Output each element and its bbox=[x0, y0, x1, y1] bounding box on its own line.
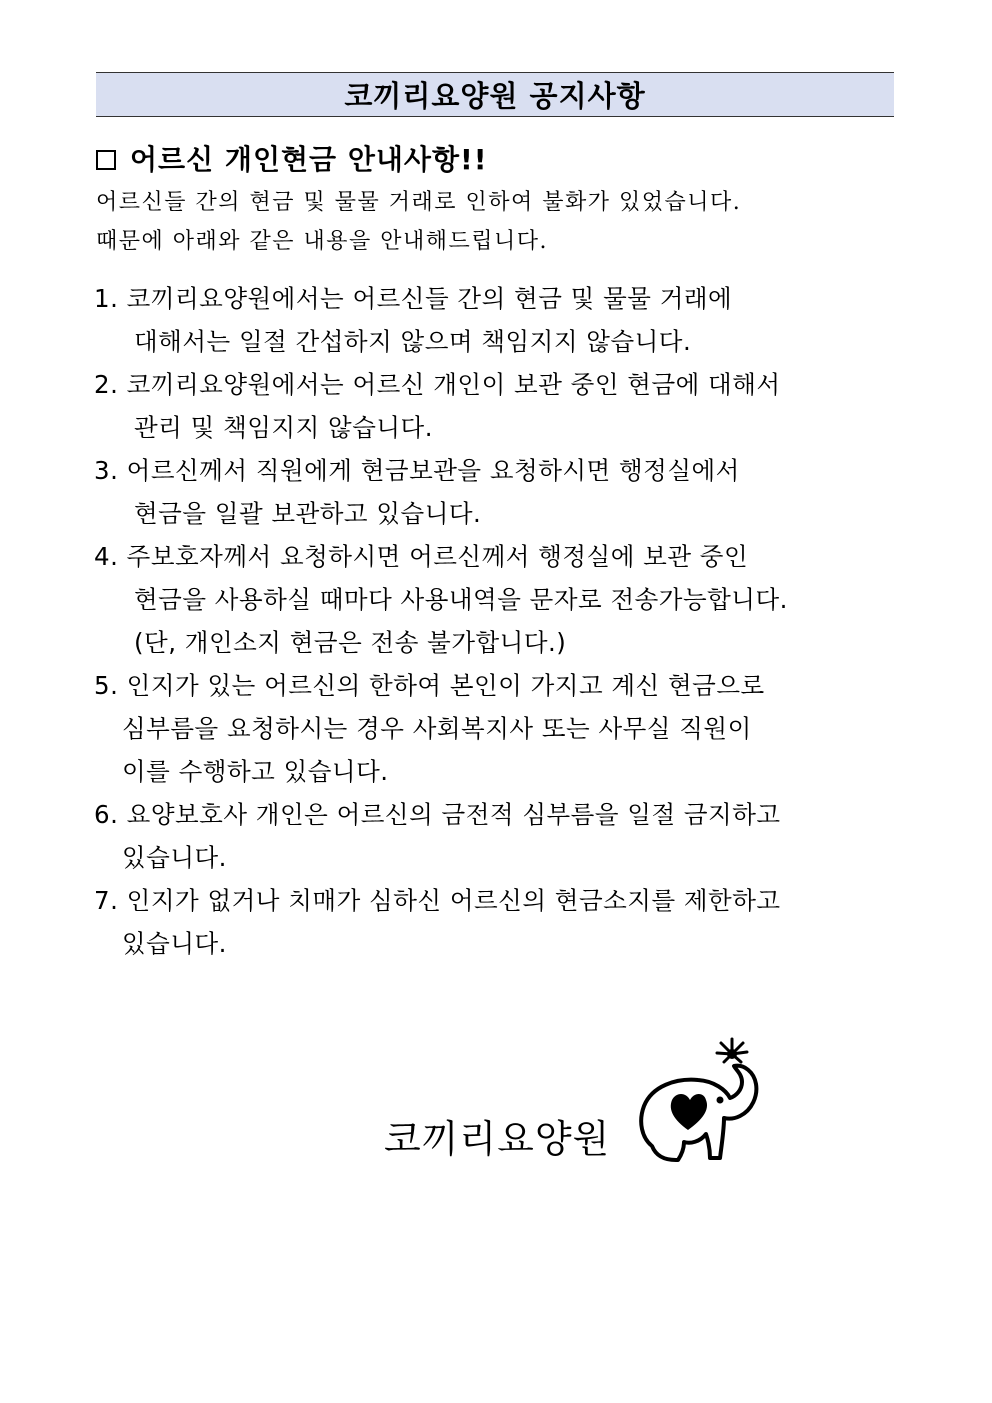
notice-line: 관리 및 책임지지 않습니다. bbox=[134, 413, 433, 442]
notice-item-4 bbox=[94, 535, 788, 664]
elephant-logo-icon bbox=[630, 1034, 770, 1166]
notice-line: 2. 코끼리요양원에서는 어르신 개인이 보관 중인 현금에 대해서 bbox=[94, 370, 781, 399]
notice-line: 5. 인지가 있는 어르신의 한하여 본인이 가지고 계신 현금으로 bbox=[94, 671, 765, 700]
notice-line: 현금을 사용하실 때마다 사용내역을 문자로 전송가능합니다. bbox=[134, 585, 788, 614]
title-bar bbox=[96, 72, 894, 117]
notice-line: 대해서는 일절 간섭하지 않으며 책임지지 않습니다. bbox=[134, 327, 692, 356]
notice-line: 7. 인지가 없거나 치매가 심하신 어르신의 현금소지를 제한하고 bbox=[94, 886, 781, 915]
intro-line: 때문에 아래와 같은 내용을 안내해드립니다. bbox=[96, 229, 549, 254]
checkbox-square-icon bbox=[96, 150, 116, 170]
notice-item-2 bbox=[94, 363, 788, 449]
notice-line: 있습니다. bbox=[122, 843, 227, 872]
notice-item-3 bbox=[94, 449, 788, 535]
notice-item-1 bbox=[94, 277, 788, 363]
notice-line: 심부름을 요청하시는 경우 사회복지사 또는 사무실 직원이 bbox=[122, 714, 752, 743]
notice-line: 있습니다. bbox=[122, 929, 227, 958]
intro-line: 어르신들 간의 현금 및 물물 거래로 인하여 불화가 있었습니다. bbox=[96, 190, 742, 215]
notice-list bbox=[94, 277, 788, 965]
notice-line: 4. 주보호자께서 요청하시면 어르신께서 행정실에 보관 중인 bbox=[94, 542, 749, 571]
notice-item-7 bbox=[94, 879, 788, 965]
organization-name: 코끼리요양원 bbox=[384, 1117, 611, 1161]
notice-line: 3. 어르신께서 직원에게 현금보관을 요청하시면 행정실에서 bbox=[94, 456, 740, 485]
notice-line: 1. 코끼리요양원에서는 어르신들 간의 현금 및 물물 거래에 bbox=[94, 284, 733, 313]
notice-line: 6. 요양보호사 개인은 어르신의 금전적 심부름을 일절 금지하고 bbox=[94, 800, 781, 829]
notice-line: (단, 개인소지 현금은 전송 불가합니다.) bbox=[134, 628, 567, 657]
intro-paragraph bbox=[96, 183, 741, 261]
notice-line: 현금을 일괄 보관하고 있습니다. bbox=[134, 499, 482, 528]
notice-line: 이를 수행하고 있습니다. bbox=[122, 757, 389, 786]
page-title: 코끼리요양원 공지사항 bbox=[344, 79, 646, 113]
notice-item-5 bbox=[94, 664, 788, 793]
notice-item-6 bbox=[94, 793, 788, 879]
section-heading bbox=[96, 138, 488, 178]
section-heading-text: 어르신 개인현금 안내사항!! bbox=[130, 143, 488, 176]
